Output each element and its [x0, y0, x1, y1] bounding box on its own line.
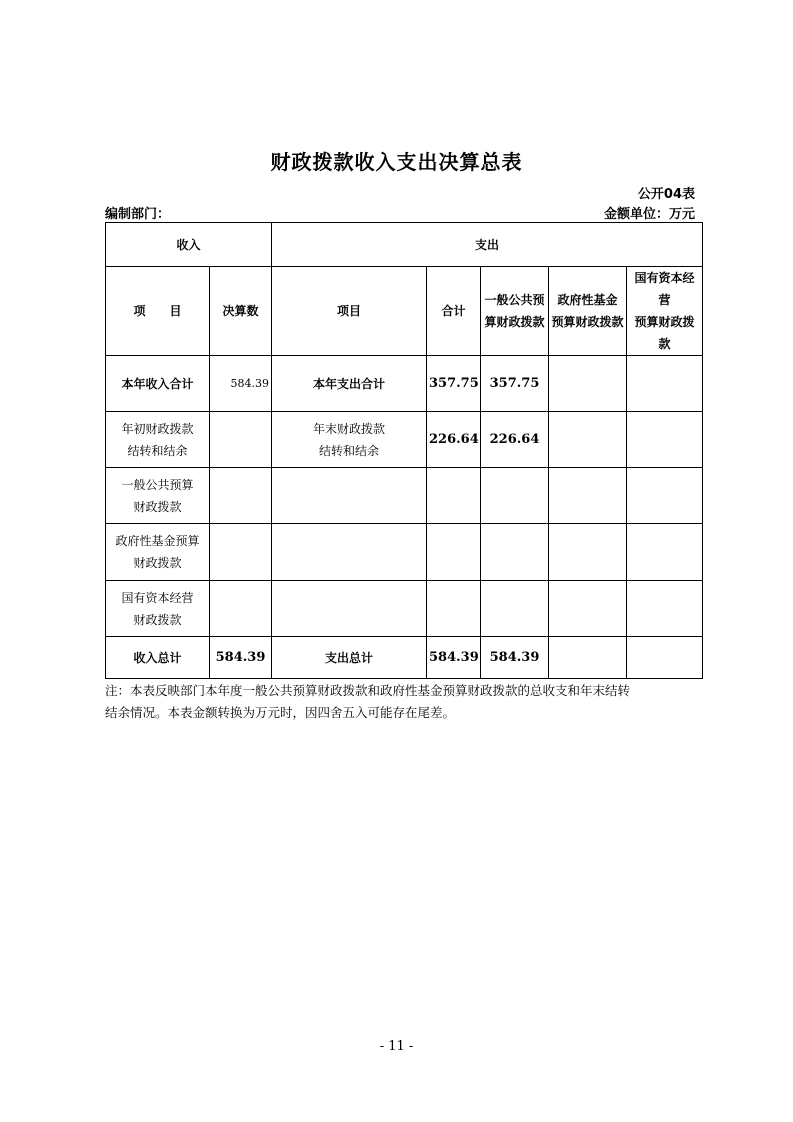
footnote-line2: 结余情况。本表金额转换为万元时，因四舍五入可能存在尾差。: [105, 705, 456, 720]
col-final-amount: 决算数: [210, 267, 272, 356]
dept-label: 编制部门：: [105, 207, 171, 222]
table-row: [106, 356, 703, 412]
exp-total: [427, 524, 481, 581]
exp-item-line1: 年末财政拨款: [313, 421, 386, 436]
income-item-line2: 财政拨款: [133, 612, 182, 627]
col-general-budget-line2: 算财政拨款: [484, 315, 545, 329]
exp-gov-fund: [549, 524, 627, 581]
table-row: [106, 468, 703, 524]
exp-gov-fund: [549, 637, 627, 679]
col-state-capital-line1: 国有资本经营: [634, 271, 695, 307]
income-item: [106, 468, 210, 524]
exp-gov-fund: [549, 412, 627, 468]
income-item: 收入总计: [106, 637, 210, 679]
exp-item: 本年支出合计: [272, 356, 427, 412]
income-header: 收入: [106, 223, 272, 267]
col-general-budget-line1: 一般公共预: [484, 293, 545, 307]
exp-general: 357.75: [481, 356, 549, 412]
income-item-line2: 财政拨款: [133, 499, 182, 514]
exp-item: [272, 524, 427, 581]
exp-total: 357.75: [427, 356, 481, 412]
page-number: - 11 -: [379, 1039, 414, 1054]
exp-state-capital: [627, 468, 703, 524]
exp-general: [481, 581, 549, 637]
form-number: 公开04表: [637, 187, 695, 202]
income-item-line1: 年初财政拨款: [121, 421, 194, 436]
income-item: [106, 581, 210, 637]
exp-item: [272, 468, 427, 524]
finance-table: [105, 222, 703, 679]
income-item-line2: 结转和结余: [127, 443, 188, 458]
income-amount: [210, 581, 272, 637]
exp-gov-fund: [549, 581, 627, 637]
page-title: 财政拨款收入支出决算总表: [270, 150, 523, 174]
col-gov-fund-line1: 政府性基金: [557, 293, 618, 307]
exp-total: 226.64: [427, 412, 481, 468]
table-row: [106, 581, 703, 637]
income-item: [106, 412, 210, 468]
income-item: [106, 524, 210, 581]
col-gov-fund: [549, 267, 627, 356]
exp-gov-fund: [549, 468, 627, 524]
col-exp-item: 项目: [272, 267, 427, 356]
table-row: [106, 637, 703, 679]
exp-item-line2: 结转和结余: [319, 443, 380, 458]
footnote-line1: 注：本表反映部门本年度一般公共预算财政拨款和政府性基金预算财政拨款的总收支和年末结转: [105, 683, 631, 698]
col-state-capital-line2: 预算财政拨款: [634, 315, 695, 351]
exp-item: [272, 412, 427, 468]
unit-label: 金额单位：万元: [603, 207, 695, 222]
exp-total: [427, 581, 481, 637]
table-row: [106, 524, 703, 581]
income-amount: [210, 524, 272, 581]
income-amount: [210, 412, 272, 468]
exp-item: [272, 581, 427, 637]
table-row: [106, 412, 703, 468]
expense-header: 支出: [272, 223, 703, 267]
exp-gov-fund: [549, 356, 627, 412]
exp-total: 584.39: [427, 637, 481, 679]
income-amount: 584.39: [210, 637, 272, 679]
income-item-line2: 财政拨款: [133, 556, 182, 570]
exp-state-capital: [627, 356, 703, 412]
exp-general: [481, 524, 549, 581]
income-item-line1: 国有资本经营: [121, 590, 194, 605]
exp-state-capital: [627, 412, 703, 468]
income-item-line1: 政府性基金预算: [115, 534, 200, 548]
exp-general: [481, 468, 549, 524]
income-amount: 584.39: [210, 356, 272, 412]
exp-state-capital: [627, 581, 703, 637]
exp-state-capital: [627, 524, 703, 581]
exp-general: 584.39: [481, 637, 549, 679]
exp-item: 支出总计: [272, 637, 427, 679]
footnote: [105, 680, 705, 724]
col-state-capital: [627, 267, 703, 356]
exp-state-capital: [627, 637, 703, 679]
exp-general: 226.64: [481, 412, 549, 468]
col-gov-fund-line2: 预算财政拨款: [551, 315, 624, 329]
income-amount: [210, 468, 272, 524]
income-item-line1: 一般公共预算: [121, 477, 194, 492]
col-item: 项 目: [106, 267, 210, 356]
col-total: 合计: [427, 267, 481, 356]
income-item: 本年收入合计: [106, 356, 210, 412]
exp-total: [427, 468, 481, 524]
col-general-budget: [481, 267, 549, 356]
